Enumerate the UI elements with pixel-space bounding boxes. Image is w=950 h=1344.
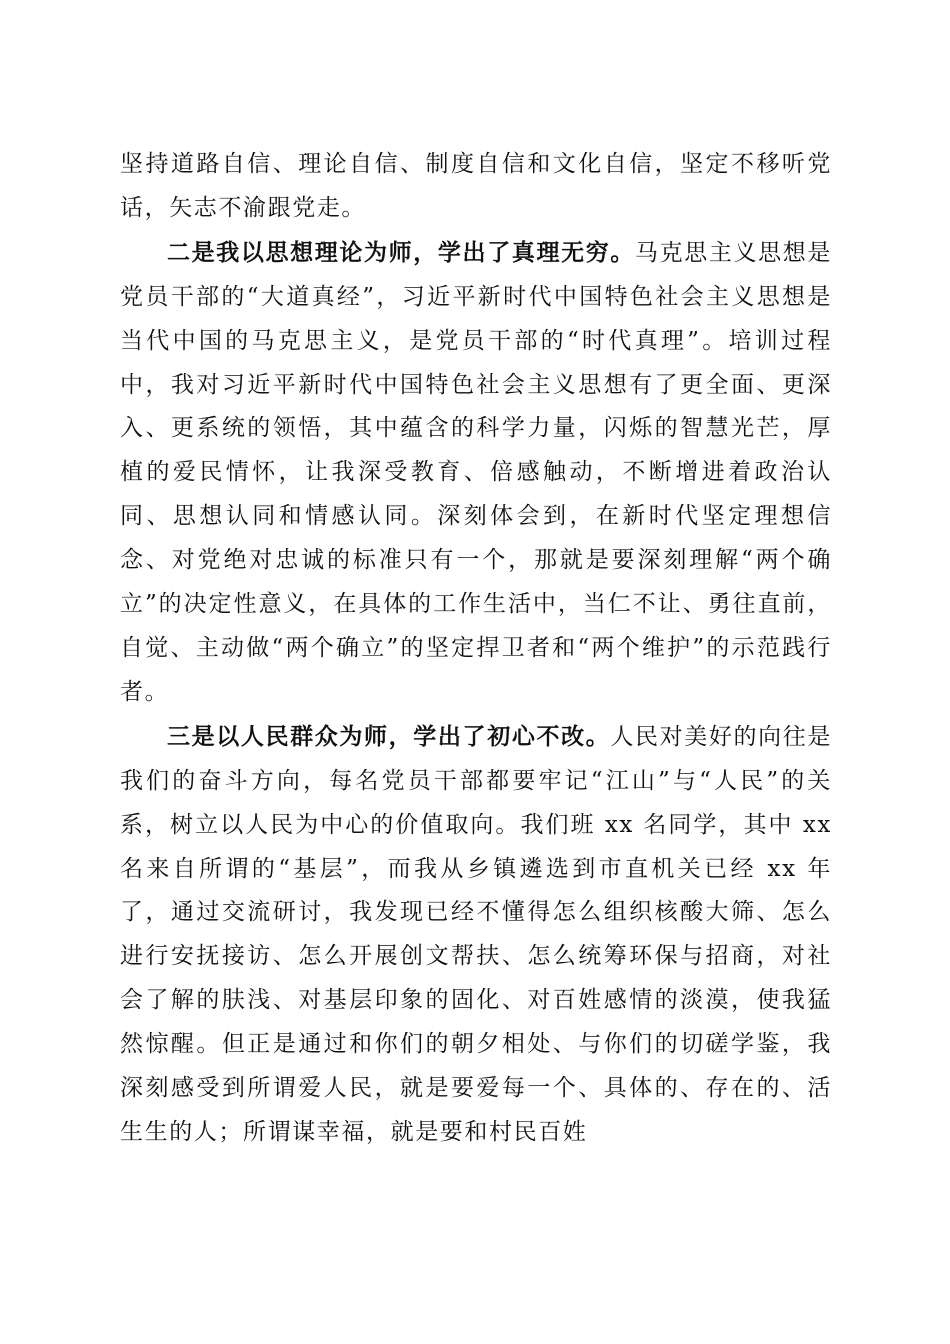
paragraph-2-body: 马克思主义思想是党员干部的“大道真经”，习近平新时代中国特色社会主义思想是当代中国的马克思主义，是党员干部的“时代真理”。培训过程中，我对习近平新时代中国特色社会主义思想有了更全面、更深入、更系统的领悟，其中蕴含的科学力量，闪烁的智慧光芒，厚植的爱民情怀，让我深受教育、倍感触动，不断增进着政治认同、思想认同和情感认同。深刻体会到，在新时代坚定理想信念、对党绝对忠诚的标准只有一个，那就是要深刻理解“两个确立”的决定性意义，在具体的工作生活中，当仁不让、勇往直前，自觉、主动做“两个确立”的坚定捍卫者和“两个维护”的示范践行者。 bbox=[120, 239, 832, 705]
document-body bbox=[120, 143, 832, 1155]
paragraph-1 bbox=[120, 143, 832, 231]
paragraph-3 bbox=[120, 715, 832, 1155]
paragraph-2-lead: 二是我以思想理论为师，学出了真理无穷。 bbox=[167, 238, 635, 266]
paragraph-2 bbox=[120, 231, 832, 715]
paragraph-3-body: 人民对美好的向往是我们的奋斗方向，每名党员干部都要牢记“江山”与“人民”的关系，树立以人民为中心的价值取向。我们班 xx 名同学，其中 xx 名来自所谓的“基层”，而我从乡镇遴选到市直机关已经 xx 年了，通过交流研讨，我发现已经不懂得怎么组织核酸大筛、怎么进行安抚接访、怎么开展创文帮扶、怎么统筹环保与招商，对社会了解的肤浅、对基层印象的固化、对百姓感情的淡漠，使我猛然惊醒。但正是通过和你们的朝夕相处、与你们的切磋学鉴，我深刻感受到所谓爱人民，就是要爱每一个、具体的、存在的、活生生的人；所谓谋幸福，就是要和村民百姓 bbox=[120, 723, 832, 1145]
paragraph-1-body: 坚持道路自信、理论自信、制度自信和文化自信，坚定不移听党话，矢志不渝跟党走。 bbox=[120, 151, 832, 221]
paragraph-3-lead: 三是以人民群众为师，学出了初心不改。 bbox=[167, 722, 611, 750]
